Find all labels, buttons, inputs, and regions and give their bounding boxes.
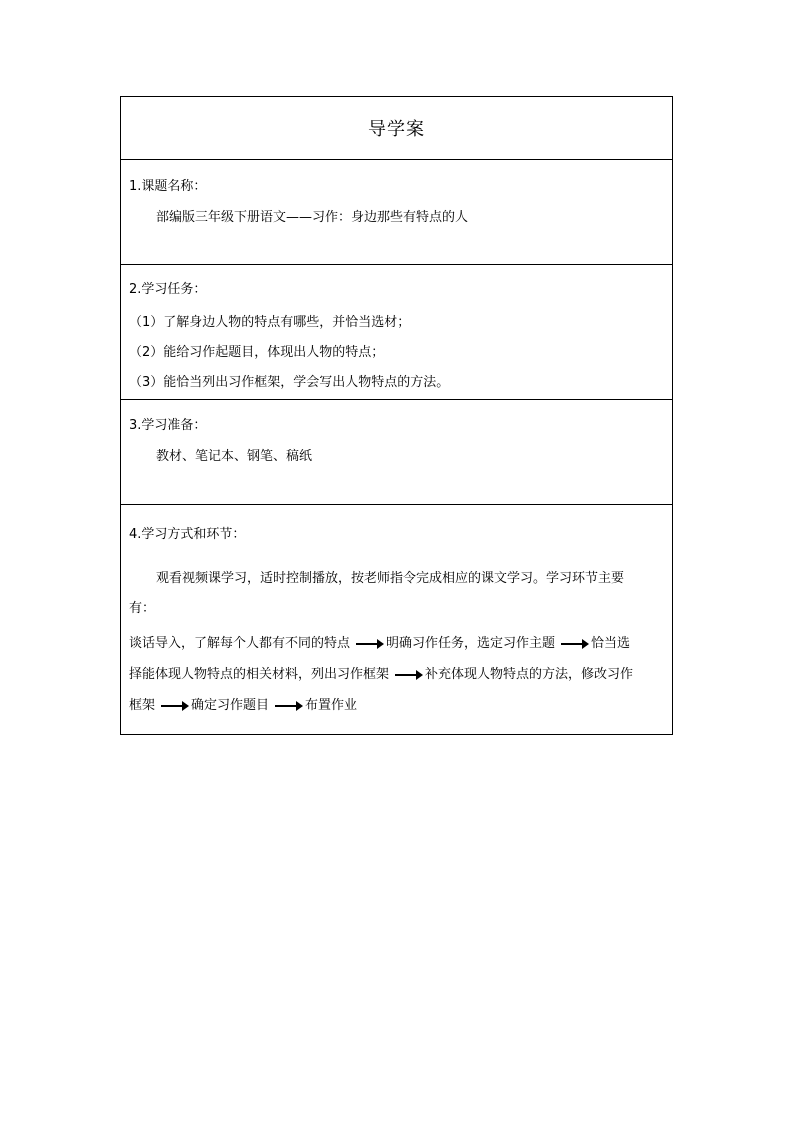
method-intro-line2: 有： xyxy=(129,601,156,616)
tasks-label: 2.学习任务： xyxy=(129,282,207,297)
title-row xyxy=(121,97,672,160)
topic-content: 部编版三年级下册语文——习作：身边那些有特点的人 xyxy=(156,210,469,225)
learning-flow xyxy=(129,628,664,721)
flow-step-2: 明确习作任务，选定习作主题 xyxy=(386,636,556,651)
flow-step-3a: 恰当选 xyxy=(591,636,631,651)
flow-step-1: 谈话导入，了解每个人都有不同的特点 xyxy=(129,636,351,651)
right-arrow-icon xyxy=(356,643,382,645)
topic-label: 1.课题名称： xyxy=(129,179,207,194)
flow-line-3 xyxy=(129,690,664,721)
prep-label: 3.学习准备： xyxy=(129,418,207,433)
flow-step-4a: 补充体现人物特点的方法，修改习作 xyxy=(425,667,634,682)
prep-section xyxy=(121,400,672,505)
flow-step-6: 布置作业 xyxy=(305,698,358,713)
right-arrow-icon xyxy=(561,643,587,645)
topic-section xyxy=(121,160,672,265)
flow-step-4b: 框架 xyxy=(129,698,156,713)
right-arrow-icon xyxy=(275,705,301,707)
prep-content: 教材、笔记本、钢笔、稿纸 xyxy=(156,449,313,464)
right-arrow-icon xyxy=(161,705,187,707)
method-intro-line1: 观看视频课学习，适时控制播放，按老师指令完成相应的课文学习。学习环节主要 xyxy=(156,571,625,586)
right-arrow-icon xyxy=(395,674,421,676)
flow-step-3b: 择能体现人物特点的相关材料，列出习作框架 xyxy=(129,667,390,682)
task-item-3: （3）能恰当列出习作框架，学会写出人物特点的方法。 xyxy=(129,375,450,390)
task-item-2: （2）能给习作起题目，体现出人物的特点； xyxy=(129,345,385,360)
tasks-section xyxy=(121,265,672,400)
method-section xyxy=(121,505,672,734)
study-guide-table xyxy=(120,96,673,735)
flow-step-5: 确定习作题目 xyxy=(191,698,270,713)
method-label: 4.学习方式和环节： xyxy=(129,527,246,542)
page-title: 导学案 xyxy=(368,119,425,140)
task-item-1: （1）了解身边人物的特点有哪些，并恰当选材； xyxy=(129,315,411,330)
flow-line-1 xyxy=(129,628,664,659)
flow-line-2 xyxy=(129,659,664,690)
